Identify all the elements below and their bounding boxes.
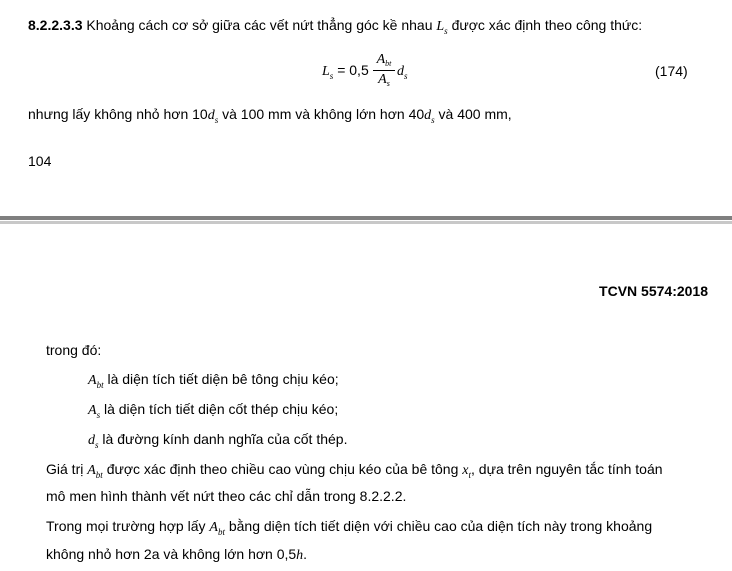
paragraph-2-line-2: không nhỏ hơn 2a và không lớn hơn 0,5h. (46, 546, 308, 563)
formula-d: d (397, 64, 404, 79)
definition-item: $A_s$ là diện tích tiết diện cốt thép chịu kéo; (88, 401, 339, 420)
formula-tail (397, 62, 408, 80)
section-paragraph (28, 17, 642, 35)
formula-denominator: $A_s$ (378, 72, 390, 88)
formula-numerator: $A_{bt}$ (376, 52, 392, 68)
definition-item: $d_s$ là đường kính danh nghĩa của cốt thép. (88, 431, 348, 450)
page-number: 104 (28, 153, 52, 169)
paragraph-1-line-2: mô men hình thành vết nứt theo các chỉ dẫn trong 8.2.2.2. (46, 488, 407, 504)
formula-L: L (322, 64, 330, 79)
page-separator (0, 216, 732, 220)
formula-eq: = 0,5 (333, 62, 369, 78)
formula-fraction (373, 52, 395, 89)
formula-L-sub: s (329, 71, 334, 81)
formula-d-sub: s (404, 71, 408, 81)
constraint-line: nhưng lấy không nhỏ hơn $10d_s$ và 100 mm và không lớn hơn $40d_s$ và 400 mm, (28, 106, 512, 125)
section-text-after: được xác định theo công thức: (447, 17, 643, 33)
standard-header: TCVN 5574:2018 (599, 283, 708, 299)
page-separator-shadow (0, 221, 732, 224)
where-label: trong đó: (46, 342, 102, 358)
fraction-bar (373, 70, 395, 71)
paragraph-1-line-1: Giá trị $A_{bt}$ được xác định theo chiều cao vùng chịu kéo của bê tông $x_t$, dựa trên nguyên tắc tính toán (46, 461, 663, 480)
definition-item: $A_{bt}$ là diện tích tiết diện bê tông chịu kéo; (88, 371, 339, 390)
section-text-before: Khoảng cách cơ sở giữa các vết nứt thẳng góc kề nhau (82, 17, 437, 33)
paragraph-2-line-1: Trong mọi trường hợp lấy $A_{bt}$ bằng diện tích tiết diện với chiều cao của diện tích này trong khoảng (46, 518, 653, 537)
formula-number: (174) (655, 63, 688, 79)
formula-lhs (322, 62, 369, 80)
var-L: L (436, 19, 445, 34)
section-number: 8.2.2.3.3 (28, 17, 83, 33)
var-L-sub: s (444, 26, 448, 36)
